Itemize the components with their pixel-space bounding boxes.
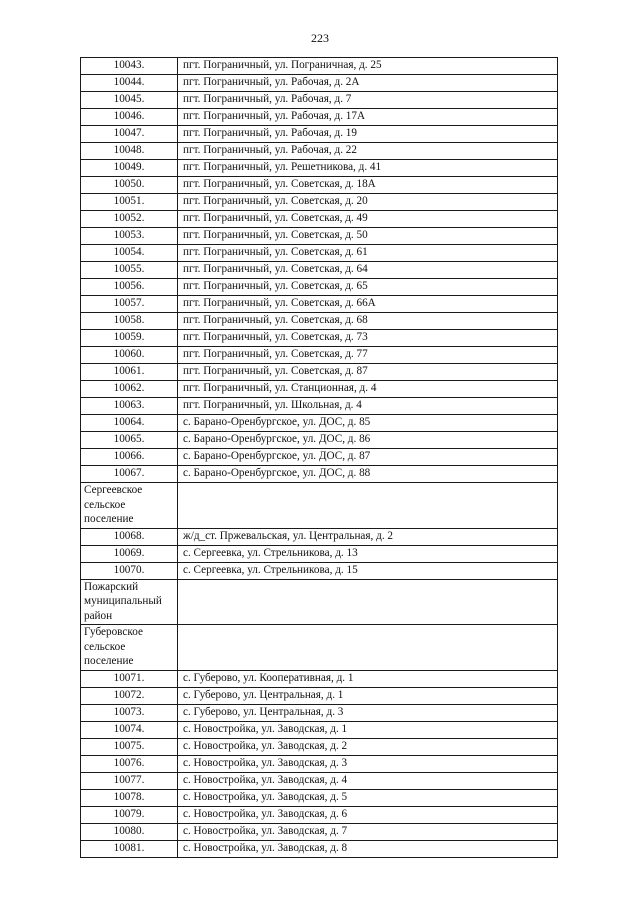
row-address: с. Новостройка, ул. Заводская, д. 8 — [178, 840, 558, 857]
row-address: с. Новостройка, ул. Заводская, д. 5 — [178, 789, 558, 806]
table-row — [81, 364, 558, 381]
row-address: пгт. Пограничный, ул. Пограничная, д. 25 — [178, 58, 558, 75]
row-address: с. Сергеевка, ул. Стрельникова, д. 13 — [178, 545, 558, 562]
row-number: 10067. — [81, 466, 178, 483]
row-number: 10081. — [81, 840, 178, 857]
row-address: пгт. Пограничный, ул. Советская, д. 87 — [178, 364, 558, 381]
row-address: с. Новостройка, ул. Заводская, д. 4 — [178, 772, 558, 789]
row-number: 10064. — [81, 415, 178, 432]
row-number: 10053. — [81, 228, 178, 245]
row-number: 10046. — [81, 109, 178, 126]
table-row — [81, 279, 558, 296]
row-address: пгт. Пограничный, ул. Советская, д. 64 — [178, 262, 558, 279]
row-address: пгт. Пограничный, ул. Советская, д. 50 — [178, 228, 558, 245]
row-address: пгт. Пограничный, ул. Рабочая, д. 19 — [178, 126, 558, 143]
section-header-row — [81, 625, 558, 671]
row-number: 10049. — [81, 160, 178, 177]
table-row — [81, 415, 558, 432]
section-name: Пожарский муниципальный район — [81, 579, 178, 625]
row-address: с. Барано-Оренбургское, ул. ДОС, д. 88 — [178, 466, 558, 483]
row-number: 10060. — [81, 347, 178, 364]
section-name: Сергеевское сельское поселение — [81, 483, 178, 529]
table-row — [81, 823, 558, 840]
row-number: 10078. — [81, 789, 178, 806]
row-number: 10075. — [81, 738, 178, 755]
table-row — [81, 466, 558, 483]
row-address: с. Губерово, ул. Центральная, д. 1 — [178, 687, 558, 704]
row-number: 10061. — [81, 364, 178, 381]
section-empty-cell — [178, 625, 558, 671]
row-number: 10076. — [81, 755, 178, 772]
section-header-row — [81, 579, 558, 625]
row-number: 10080. — [81, 823, 178, 840]
row-number: 10045. — [81, 92, 178, 109]
table-row — [81, 670, 558, 687]
row-address: пгт. Пограничный, ул. Рабочая, д. 22 — [178, 143, 558, 160]
table-row — [81, 449, 558, 466]
table-row — [81, 330, 558, 347]
table-row — [81, 313, 558, 330]
page-number: 223 — [311, 31, 329, 45]
row-address: ж/д_ст. Пржевальская, ул. Центральная, д. 2 — [178, 528, 558, 545]
table-row — [81, 806, 558, 823]
row-address: пгт. Пограничный, ул. Советская, д. 77 — [178, 347, 558, 364]
row-address: с. Губерово, ул. Центральная, д. 3 — [178, 704, 558, 721]
row-address: пгт. Пограничный, ул. Советская, д. 68 — [178, 313, 558, 330]
section-header-row — [81, 483, 558, 529]
row-address: пгт. Пограничный, ул. Советская, д. 73 — [178, 330, 558, 347]
row-number: 10048. — [81, 143, 178, 160]
row-number: 10055. — [81, 262, 178, 279]
section-name: Губеровское сельское поселение — [81, 625, 178, 671]
row-number: 10069. — [81, 545, 178, 562]
table-row — [81, 228, 558, 245]
row-number: 10057. — [81, 296, 178, 313]
row-address: с. Барано-Оренбургское, ул. ДОС, д. 85 — [178, 415, 558, 432]
table-row — [81, 545, 558, 562]
row-address: с. Новостройка, ул. Заводская, д. 1 — [178, 721, 558, 738]
table-row — [81, 528, 558, 545]
row-address: пгт. Пограничный, ул. Рабочая, д. 7 — [178, 92, 558, 109]
table-row — [81, 160, 558, 177]
row-address: с. Барано-Оренбургское, ул. ДОС, д. 86 — [178, 432, 558, 449]
row-address: с. Новостройка, ул. Заводская, д. 3 — [178, 755, 558, 772]
row-number: 10068. — [81, 528, 178, 545]
table-row — [81, 143, 558, 160]
address-table-body — [81, 58, 558, 858]
table-row — [81, 262, 558, 279]
table-row — [81, 194, 558, 211]
row-number: 10052. — [81, 211, 178, 228]
row-address: с. Новостройка, ул. Заводская, д. 7 — [178, 823, 558, 840]
section-empty-cell — [178, 483, 558, 529]
row-number: 10050. — [81, 177, 178, 194]
row-number: 10062. — [81, 381, 178, 398]
table-row — [81, 789, 558, 806]
row-number: 10043. — [81, 58, 178, 75]
row-number: 10047. — [81, 126, 178, 143]
row-number: 10072. — [81, 687, 178, 704]
row-address: пгт. Пограничный, ул. Решетникова, д. 41 — [178, 160, 558, 177]
table-row — [81, 109, 558, 126]
row-number: 10063. — [81, 398, 178, 415]
row-address: с. Барано-Оренбургское, ул. ДОС, д. 87 — [178, 449, 558, 466]
table-row — [81, 772, 558, 789]
table-row — [81, 296, 558, 313]
row-number: 10044. — [81, 75, 178, 92]
row-number: 10071. — [81, 670, 178, 687]
table-row — [81, 211, 558, 228]
table-row — [81, 755, 558, 772]
table-row — [81, 245, 558, 262]
row-number: 10077. — [81, 772, 178, 789]
table-row — [81, 398, 558, 415]
row-address: пгт. Пограничный, ул. Рабочая, д. 2А — [178, 75, 558, 92]
row-number: 10058. — [81, 313, 178, 330]
table-row — [81, 687, 558, 704]
row-number: 10065. — [81, 432, 178, 449]
row-address: с. Новостройка, ул. Заводская, д. 2 — [178, 738, 558, 755]
row-address: с. Сергеевка, ул. Стрельникова, д. 15 — [178, 562, 558, 579]
address-table — [80, 57, 558, 858]
table-row — [81, 721, 558, 738]
table-row — [81, 177, 558, 194]
table-row — [81, 75, 558, 92]
table-row — [81, 92, 558, 109]
row-number: 10051. — [81, 194, 178, 211]
row-number: 10059. — [81, 330, 178, 347]
row-address: пгт. Пограничный, ул. Советская, д. 61 — [178, 245, 558, 262]
row-address: пгт. Пограничный, ул. Станционная, д. 4 — [178, 381, 558, 398]
table-row — [81, 840, 558, 857]
row-address: пгт. Пограничный, ул. Рабочая, д. 17А — [178, 109, 558, 126]
row-address: пгт. Пограничный, ул. Советская, д. 18А — [178, 177, 558, 194]
row-address: пгт. Пограничный, ул. Советская, д. 20 — [178, 194, 558, 211]
row-address: с. Губерово, ул. Кооперативная, д. 1 — [178, 670, 558, 687]
table-row — [81, 704, 558, 721]
row-number: 10073. — [81, 704, 178, 721]
table-row — [81, 562, 558, 579]
section-empty-cell — [178, 579, 558, 625]
row-number: 10054. — [81, 245, 178, 262]
row-address: пгт. Пограничный, ул. Советская, д. 66А — [178, 296, 558, 313]
row-address: пгт. Пограничный, ул. Советская, д. 65 — [178, 279, 558, 296]
row-number: 10079. — [81, 806, 178, 823]
row-number: 10070. — [81, 562, 178, 579]
row-address: пгт. Пограничный, ул. Школьная, д. 4 — [178, 398, 558, 415]
row-number: 10074. — [81, 721, 178, 738]
row-address: с. Новостройка, ул. Заводская, д. 6 — [178, 806, 558, 823]
table-row — [81, 738, 558, 755]
table-row — [81, 432, 558, 449]
table-row — [81, 381, 558, 398]
table-row — [81, 347, 558, 364]
table-row — [81, 58, 558, 75]
row-address: пгт. Пограничный, ул. Советская, д. 49 — [178, 211, 558, 228]
row-number: 10066. — [81, 449, 178, 466]
row-number: 10056. — [81, 279, 178, 296]
table-row — [81, 126, 558, 143]
